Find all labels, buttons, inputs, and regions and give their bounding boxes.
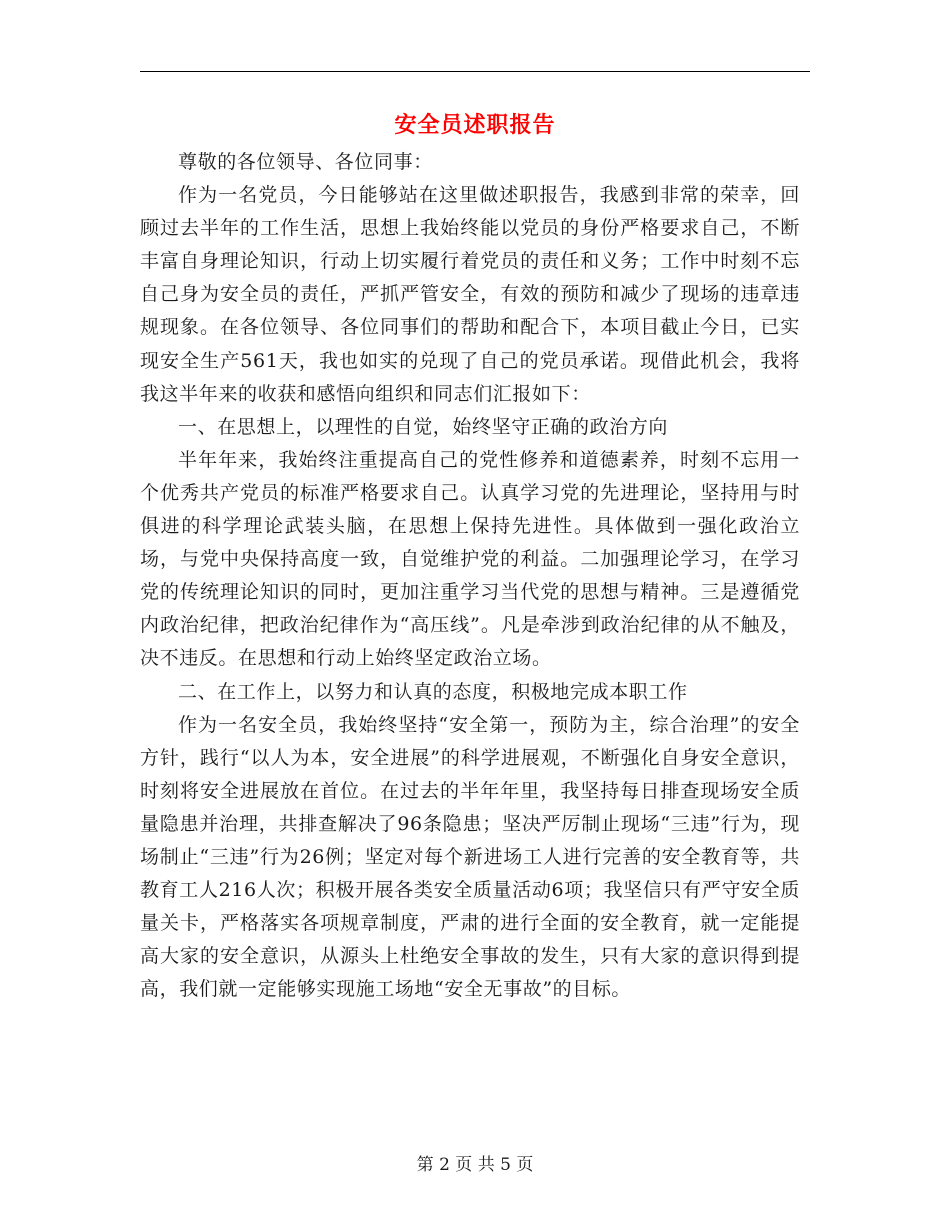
salutation-paragraph: 尊敬的各位领导、各位同事： [178,151,433,173]
section-heading-1: 一、在思想上，以理性的自觉，始终坚守正确的政治方向 [178,415,669,438]
section-1-paragraph: 半年年来，我始终注重提高自己的党性修养和道德素养，时刻不忘用一个优秀共产党员的标准严格要求自己。认真学习党的先进理论，坚持用与时俱进的科学理论武装头脑，在思想上保持先进性。具体做到一强化政治立场，与党中央保持高度一致，自觉维护党的利益。二加强理论学习，在学习党的传统理论知识的同时，更加注重学习当代党的思想与精神。三是遵循党内政治纪律，把政治纪律作为“高压线”。凡是牵涉到政治纪律的从不触及，决不违反。在思想和行动上始终坚定政治立场。 [140,448,800,670]
section-heading-2: 二、在工作上，以努力和认真的态度，积极地完成本职工作 [178,680,688,703]
intro-paragraph: 作为一名党员，今日能够站在这里做述职报告，我感到非常的荣幸，回顾过去半年的工作生活，思想上我始终能以党员的身份严格要求自己，不断丰富自身理论知识，行动上切实履行着党员的责任和义务；工作中时刻不忘自己身为安全员的责任，严抓严管安全，有效的预防和减少了现场的违章违规现象。在各位领导、各位同事们的帮助和配合下，本项目截止今日，已实现安全生产561天，我也如实的兑现了自己的党员承诺。现借此机会，我将我这半年来的收获和感悟向组织和同志们汇报如下： [140,184,800,405]
document-body [140,146,800,1006]
section-2-paragraph: 作为一名安全员，我始终坚持“安全第一，预防为主，综合治理”的安全方针，践行“以人为本，安全进展”的科学进展观，不断强化自身安全意识，时刻将安全进展放在首位。在过去的半年年里，我坚持每日排查现场安全质量隐患并治理，共排查解决了96条隐患；坚决严厉制止现场“三违”行为，现场制止“三违”行为26例；坚定对每个新进场工人进行完善的安全教育等，共教育工人216人次；积极开展各类安全质量活动6项；我坚信只有严守安全质量关卡，严格落实各项规章制度，严肃的进行全面的安全教育，就一定能提高大家的安全意识，从源头上杜绝安全事故的发生，只有大家的意识得到提高，我们就一定能够实现施工场地“安全无事故”的目标。 [140,713,800,1001]
header-rule [140,71,810,72]
page-number-footer: 第 2 页 共 5 页 [416,1155,534,1175]
document-title: 安全员述职报告 [394,112,556,138]
